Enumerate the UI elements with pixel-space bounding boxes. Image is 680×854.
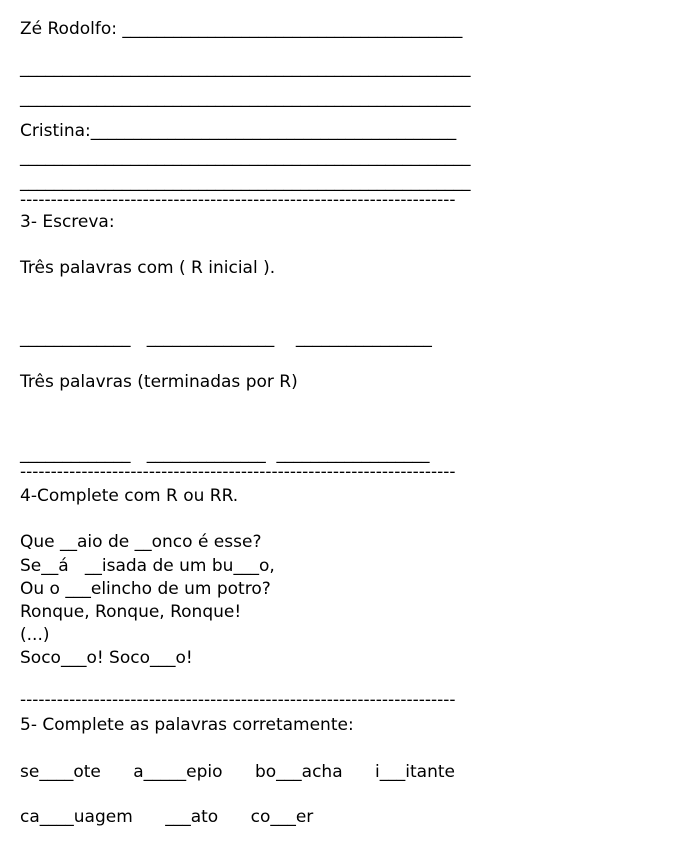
cristina-answer-line: Cristina:___________________________________________ bbox=[20, 121, 457, 141]
answer-line: _____________________________________________________ bbox=[20, 147, 471, 167]
answer-line: _____________________________________________________ bbox=[20, 58, 471, 78]
answer-blanks: _____________ ______________ __________________ bbox=[20, 444, 430, 464]
answer-line: _____________________________________________________ bbox=[20, 88, 471, 108]
prompt-ending-r: Três palavras (terminadas por R) bbox=[20, 372, 298, 392]
poem-line: Ou o ___elincho de um potro? bbox=[20, 579, 271, 599]
question-4-heading: 4-Complete com R ou RR. bbox=[20, 486, 239, 506]
answer-blanks: _____________ _______________ ________________ bbox=[20, 328, 432, 348]
poem-line: Se__á __isada de um bu___o, bbox=[20, 556, 275, 576]
poem-line: (...) bbox=[20, 625, 50, 645]
word-completion-row: ca____uagem ___ato co___er bbox=[20, 807, 314, 827]
section-divider: ----------------------------------------------------------------------- bbox=[20, 690, 456, 710]
prompt-r-initial: Três palavras com ( R inicial ). bbox=[20, 258, 276, 278]
word-completion-row: se____ote a_____epio bo___acha i___itante bbox=[20, 762, 455, 782]
section-divider: ----------------------------------------------------------------------- bbox=[20, 462, 456, 482]
answer-line: _____________________________________________________ bbox=[20, 172, 471, 192]
poem-line: Soco___o! Soco___o! bbox=[20, 648, 193, 668]
question-3-heading: 3- Escreva: bbox=[20, 212, 115, 232]
ze-rodolfo-answer-line: Zé Rodolfo: ________________________________________ bbox=[20, 19, 463, 39]
question-5-heading: 5- Complete as palavras corretamente: bbox=[20, 715, 354, 735]
section-divider: ----------------------------------------------------------------------- bbox=[20, 190, 456, 210]
poem-line: Que __aio de __onco é esse? bbox=[20, 532, 262, 552]
poem-line: Ronque, Ronque, Ronque! bbox=[20, 602, 242, 622]
